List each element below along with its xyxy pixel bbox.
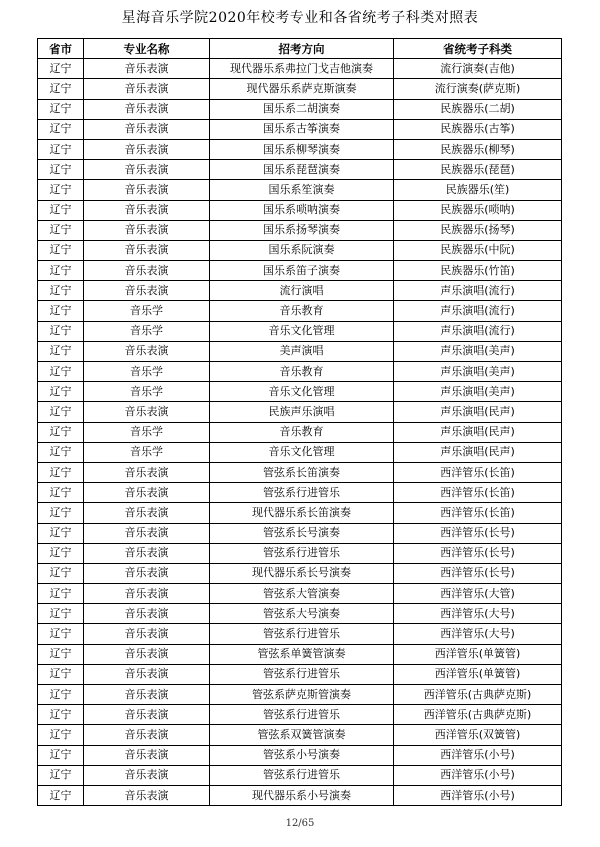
province-cell: 辽宁 [38, 321, 84, 341]
table-row [38, 503, 562, 523]
province-cell: 辽宁 [38, 745, 84, 765]
province-cell: 辽宁 [38, 240, 84, 260]
major-cell: 音乐表演 [84, 220, 210, 240]
category-cell: 西洋管乐(长笛) [394, 462, 562, 482]
major-cell: 音乐表演 [84, 160, 210, 180]
province-cell: 辽宁 [38, 382, 84, 402]
category-cell: 民族器乐(琵琶) [394, 160, 562, 180]
table-row [38, 685, 562, 705]
category-cell: 西洋管乐(长笛) [394, 483, 562, 503]
direction-cell: 民族声乐演唱 [210, 402, 394, 422]
table-row [38, 442, 562, 462]
major-cell: 音乐学 [84, 442, 210, 462]
province-cell: 辽宁 [38, 160, 84, 180]
direction-cell: 国乐系古筝演奏 [210, 119, 394, 139]
table-row [38, 160, 562, 180]
direction-cell: 现代器乐系长号演奏 [210, 563, 394, 583]
category-cell: 声乐演唱(美声) [394, 341, 562, 361]
category-cell: 声乐演唱(流行) [394, 321, 562, 341]
category-cell: 西洋管乐(长号) [394, 523, 562, 543]
province-cell: 辽宁 [38, 462, 84, 482]
province-cell: 辽宁 [38, 705, 84, 725]
province-cell: 辽宁 [38, 200, 84, 220]
province-cell: 辽宁 [38, 483, 84, 503]
category-cell: 西洋管乐(大管) [394, 584, 562, 604]
direction-cell: 管弦系行进管乐 [210, 765, 394, 785]
direction-cell: 国乐系琵琶演奏 [210, 160, 394, 180]
direction-cell: 音乐教育 [210, 301, 394, 321]
table-row [38, 765, 562, 785]
province-cell: 辽宁 [38, 785, 84, 805]
table-body [38, 59, 562, 806]
header-category: 省统考子科类 [394, 39, 562, 59]
major-cell: 音乐学 [84, 321, 210, 341]
major-cell: 音乐表演 [84, 59, 210, 79]
direction-cell: 管弦系长号演奏 [210, 523, 394, 543]
direction-cell: 国乐系柳琴演奏 [210, 139, 394, 159]
table-row [38, 200, 562, 220]
direction-cell: 管弦系大管演奏 [210, 584, 394, 604]
category-cell: 流行演奏(吉他) [394, 59, 562, 79]
table-row [38, 321, 562, 341]
major-cell: 音乐表演 [84, 523, 210, 543]
province-cell: 辽宁 [38, 543, 84, 563]
table-row [38, 543, 562, 563]
category-cell: 西洋管乐(单簧管) [394, 644, 562, 664]
table-row [38, 240, 562, 260]
province-cell: 辽宁 [38, 563, 84, 583]
province-cell: 辽宁 [38, 442, 84, 462]
category-cell: 民族器乐(唢呐) [394, 200, 562, 220]
province-cell: 辽宁 [38, 422, 84, 442]
category-cell: 声乐演唱(民声) [394, 402, 562, 422]
major-cell: 音乐表演 [84, 604, 210, 624]
table-row [38, 725, 562, 745]
major-cell: 音乐表演 [84, 99, 210, 119]
table-row [38, 745, 562, 765]
major-cell: 音乐表演 [84, 281, 210, 301]
table-row [38, 644, 562, 664]
major-cell: 音乐表演 [84, 503, 210, 523]
category-cell: 民族器乐(扬琴) [394, 220, 562, 240]
major-cell: 音乐学 [84, 422, 210, 442]
category-cell: 民族器乐(笙) [394, 180, 562, 200]
comparison-table [37, 38, 562, 806]
table-row [38, 422, 562, 442]
table-row [38, 382, 562, 402]
table-row [38, 584, 562, 604]
category-cell: 民族器乐(二胡) [394, 99, 562, 119]
direction-cell: 国乐系二胡演奏 [210, 99, 394, 119]
province-cell: 辽宁 [38, 301, 84, 321]
category-cell: 西洋管乐(长号) [394, 543, 562, 563]
direction-cell: 国乐系扬琴演奏 [210, 220, 394, 240]
category-cell: 西洋管乐(长笛) [394, 503, 562, 523]
direction-cell: 管弦系萨克斯管演奏 [210, 685, 394, 705]
major-cell: 音乐表演 [84, 705, 210, 725]
major-cell: 音乐表演 [84, 462, 210, 482]
major-cell: 音乐表演 [84, 139, 210, 159]
province-cell: 辽宁 [38, 503, 84, 523]
major-cell: 音乐表演 [84, 785, 210, 805]
category-cell: 声乐演唱(民声) [394, 422, 562, 442]
table-row [38, 362, 562, 382]
province-cell: 辽宁 [38, 119, 84, 139]
major-cell: 音乐表演 [84, 261, 210, 281]
category-cell: 西洋管乐(小号) [394, 785, 562, 805]
category-cell: 西洋管乐(长号) [394, 563, 562, 583]
major-cell: 音乐表演 [84, 119, 210, 139]
category-cell: 流行演奏(萨克斯) [394, 79, 562, 99]
direction-cell: 音乐文化管理 [210, 382, 394, 402]
province-cell: 辽宁 [38, 644, 84, 664]
province-cell: 辽宁 [38, 765, 84, 785]
header-direction: 招考方向 [210, 39, 394, 59]
table-row [38, 705, 562, 725]
table-row [38, 220, 562, 240]
major-cell: 音乐表演 [84, 725, 210, 745]
direction-cell: 国乐系阮演奏 [210, 240, 394, 260]
category-cell: 民族器乐(中阮) [394, 240, 562, 260]
table-row [38, 624, 562, 644]
major-cell: 音乐表演 [84, 624, 210, 644]
major-cell: 音乐表演 [84, 483, 210, 503]
province-cell: 辽宁 [38, 180, 84, 200]
major-cell: 音乐表演 [84, 563, 210, 583]
category-cell: 民族器乐(柳琴) [394, 139, 562, 159]
direction-cell: 现代器乐系小号演奏 [210, 785, 394, 805]
direction-cell: 管弦系行进管乐 [210, 664, 394, 684]
major-cell: 音乐表演 [84, 664, 210, 684]
province-cell: 辽宁 [38, 685, 84, 705]
direction-cell: 美声演唱 [210, 341, 394, 361]
category-cell: 声乐演唱(流行) [394, 281, 562, 301]
direction-cell: 现代器乐系萨克斯演奏 [210, 79, 394, 99]
direction-cell: 管弦系小号演奏 [210, 745, 394, 765]
major-cell: 音乐表演 [84, 341, 210, 361]
category-cell: 声乐演唱(美声) [394, 382, 562, 402]
category-cell: 西洋管乐(大号) [394, 604, 562, 624]
direction-cell: 国乐系唢呐演奏 [210, 200, 394, 220]
major-cell: 音乐表演 [84, 685, 210, 705]
table-row [38, 59, 562, 79]
major-cell: 音乐学 [84, 301, 210, 321]
table-row [38, 261, 562, 281]
direction-cell: 管弦系行进管乐 [210, 483, 394, 503]
category-cell: 西洋管乐(古典萨克斯) [394, 705, 562, 725]
direction-cell: 管弦系单簧管演奏 [210, 644, 394, 664]
category-cell: 民族器乐(竹笛) [394, 261, 562, 281]
page-number: 12/65 [285, 818, 315, 829]
table-row [38, 341, 562, 361]
table-row [38, 664, 562, 684]
major-cell: 音乐表演 [84, 584, 210, 604]
province-cell: 辽宁 [38, 604, 84, 624]
direction-cell: 管弦系双簧管演奏 [210, 725, 394, 745]
table-row [38, 462, 562, 482]
direction-cell: 国乐系笙演奏 [210, 180, 394, 200]
category-cell: 声乐演唱(民声) [394, 442, 562, 462]
table-row [38, 180, 562, 200]
direction-cell: 管弦系行进管乐 [210, 705, 394, 725]
header-major: 专业名称 [84, 39, 210, 59]
direction-cell: 音乐文化管理 [210, 321, 394, 341]
direction-cell: 音乐教育 [210, 422, 394, 442]
major-cell: 音乐表演 [84, 79, 210, 99]
table-row [38, 563, 562, 583]
major-cell: 音乐学 [84, 382, 210, 402]
province-cell: 辽宁 [38, 341, 84, 361]
major-cell: 音乐表演 [84, 402, 210, 422]
category-cell: 声乐演唱(美声) [394, 362, 562, 382]
province-cell: 辽宁 [38, 99, 84, 119]
category-cell: 西洋管乐(小号) [394, 765, 562, 785]
province-cell: 辽宁 [38, 402, 84, 422]
category-cell: 西洋管乐(古典萨克斯) [394, 685, 562, 705]
category-cell: 西洋管乐(大号) [394, 624, 562, 644]
category-cell: 西洋管乐(小号) [394, 745, 562, 765]
table-row [38, 139, 562, 159]
table-row [38, 402, 562, 422]
province-cell: 辽宁 [38, 139, 84, 159]
table-row [38, 523, 562, 543]
direction-cell: 现代器乐系长笛演奏 [210, 503, 394, 523]
province-cell: 辽宁 [38, 261, 84, 281]
province-cell: 辽宁 [38, 664, 84, 684]
province-cell: 辽宁 [38, 220, 84, 240]
direction-cell: 流行演唱 [210, 281, 394, 301]
major-cell: 音乐表演 [84, 745, 210, 765]
province-cell: 辽宁 [38, 59, 84, 79]
province-cell: 辽宁 [38, 281, 84, 301]
major-cell: 音乐学 [84, 362, 210, 382]
page-title: 星海音乐学院2020年校考专业和各省统考子科类对照表 [121, 10, 479, 26]
direction-cell: 现代器乐系弗拉门戈吉他演奏 [210, 59, 394, 79]
province-cell: 辽宁 [38, 624, 84, 644]
major-cell: 音乐表演 [84, 180, 210, 200]
major-cell: 音乐表演 [84, 644, 210, 664]
table-row [38, 79, 562, 99]
major-cell: 音乐表演 [84, 240, 210, 260]
province-cell: 辽宁 [38, 79, 84, 99]
table-row [38, 604, 562, 624]
province-cell: 辽宁 [38, 725, 84, 745]
table-row [38, 483, 562, 503]
direction-cell: 管弦系行进管乐 [210, 543, 394, 563]
category-cell: 声乐演唱(流行) [394, 301, 562, 321]
header-province: 省市 [38, 39, 84, 59]
table-row [38, 281, 562, 301]
major-cell: 音乐表演 [84, 765, 210, 785]
direction-cell: 管弦系大号演奏 [210, 604, 394, 624]
province-cell: 辽宁 [38, 362, 84, 382]
table-header-row [38, 39, 562, 59]
table-row [38, 119, 562, 139]
province-cell: 辽宁 [38, 584, 84, 604]
direction-cell: 管弦系行进管乐 [210, 624, 394, 644]
major-cell: 音乐表演 [84, 200, 210, 220]
category-cell: 西洋管乐(单簧管) [394, 664, 562, 684]
direction-cell: 音乐文化管理 [210, 442, 394, 462]
table-row [38, 301, 562, 321]
category-cell: 民族器乐(古筝) [394, 119, 562, 139]
province-cell: 辽宁 [38, 523, 84, 543]
table-row [38, 99, 562, 119]
major-cell: 音乐表演 [84, 543, 210, 563]
direction-cell: 国乐系笛子演奏 [210, 261, 394, 281]
direction-cell: 管弦系长笛演奏 [210, 462, 394, 482]
direction-cell: 音乐教育 [210, 362, 394, 382]
category-cell: 西洋管乐(双簧管) [394, 725, 562, 745]
table-row [38, 785, 562, 805]
